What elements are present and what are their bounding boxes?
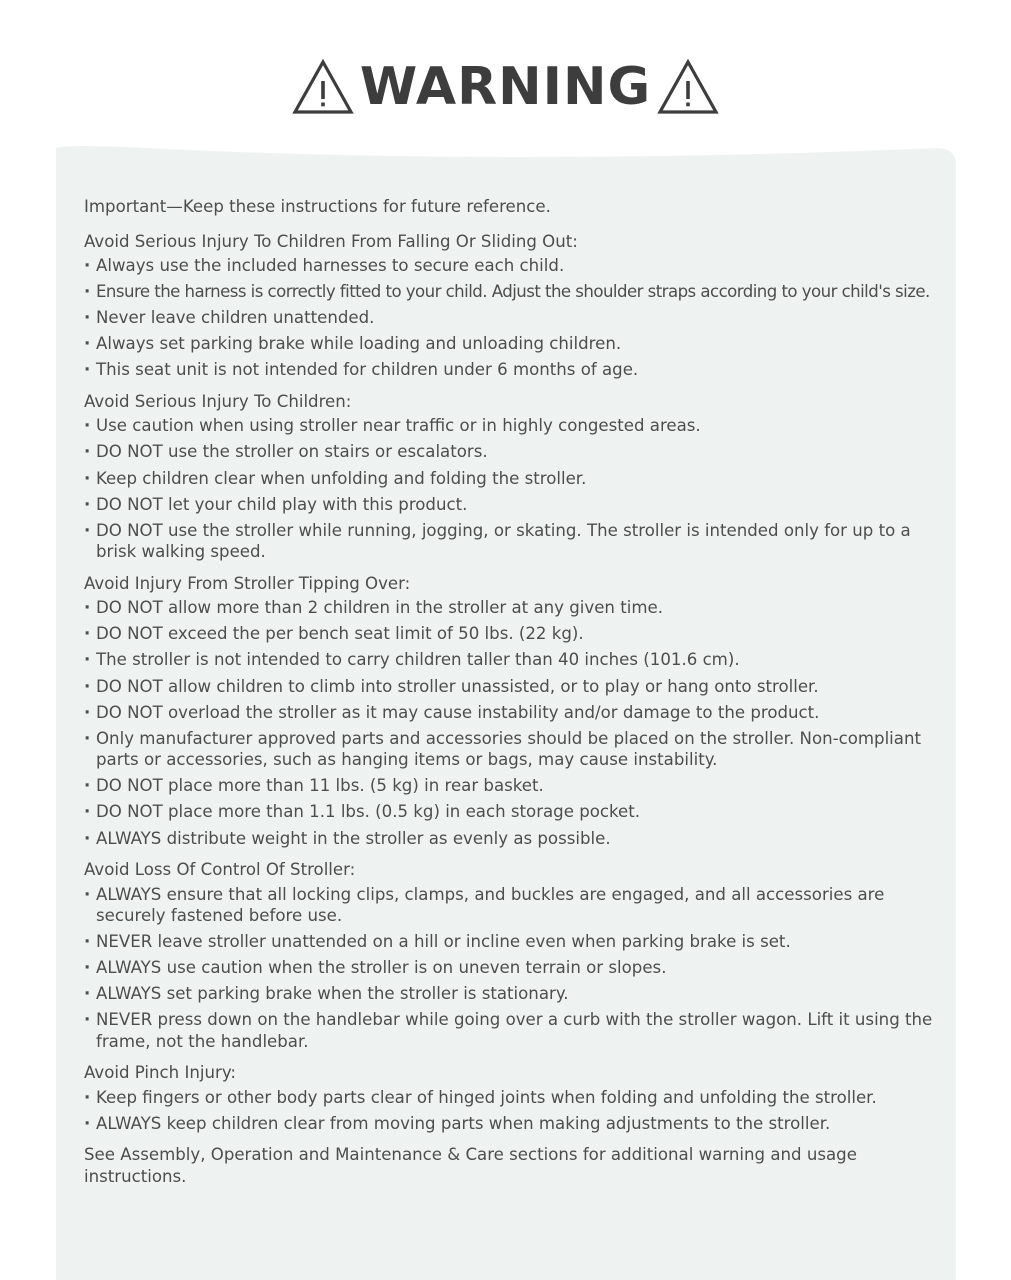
list-item: · DO NOT exceed the per bench seat limit of 50 lbs. (22 kg). [84,623,936,645]
list-item: · Keep fingers or other body parts clear of hinged joints when folding and unfolding the stroller. [84,1087,936,1109]
warning-list [84,255,936,381]
list-item: · NEVER press down on the handlebar while going over a curb with the stroller wagon. Lift it using the frame, not the handlebar. [84,1009,936,1052]
list-item: · Ensure the harness is correctly fitted to your child. Adjust the shoulder straps according to your child's size. [84,281,936,303]
section-tipping-over [84,573,936,849]
list-item: · The stroller is not intended to carry children taller than 40 inches (101.6 cm). [84,649,936,671]
warning-list [84,1087,936,1135]
list-item: · DO NOT overload the stroller as it may cause instability and/or damage to the product. [84,702,936,724]
section-heading: Avoid Serious Injury To Children From Falling Or Sliding Out: [84,231,578,251]
list-item: · Always use the included harnesses to secure each child. [84,255,936,277]
warning-list [84,884,936,1053]
list-item: · Never leave children unattended. [84,307,936,329]
list-item: · DO NOT place more than 1.1 lbs. (0.5 kg) in each storage pocket. [84,801,936,823]
list-item: · This seat unit is not intended for children under 6 months of age. [84,359,936,381]
list-item: · DO NOT place more than 11 lbs. (5 kg) in rear basket. [84,775,936,797]
list-item: · DO NOT allow children to climb into stroller unassisted, or to play or hang onto stroller. [84,676,936,698]
list-item: · Always set parking brake while loading and unloading children. [84,333,936,355]
list-item: · NEVER leave stroller unattended on a hill or incline even when parking brake is set. [84,931,936,953]
section-serious-injury [84,391,936,563]
list-item: · ALWAYS keep children clear from moving parts when making adjustments to the stroller. [84,1113,936,1135]
list-item: · DO NOT use the stroller while running, jogging, or skating. The stroller is intended only for up to a brisk walking speed. [84,520,936,563]
list-item: · DO NOT let your child play with this product. [84,494,936,516]
list-item: · Use caution when using stroller near traffic or in highly congested areas. [84,415,936,437]
warning-list [84,415,936,562]
list-item: · ALWAYS distribute weight in the stroller as evenly as possible. [84,828,936,850]
warning-triangle-icon [292,59,354,115]
section-heading: Avoid Loss Of Control Of Stroller: [84,860,356,879]
outro-text: See Assembly, Operation and Maintenance & Care sections for additional warning and usage instructions. [84,1145,857,1186]
warning-triangle-icon [657,59,719,115]
section-falling [84,231,936,381]
section-heading: Avoid Injury From Stroller Tipping Over: [84,573,411,593]
section-pinch-injury [84,1062,936,1134]
warning-header [0,52,1011,122]
warning-list [84,597,936,849]
list-item: · Keep children clear when unfolding and folding the stroller. [84,468,936,490]
list-item: · ALWAYS use caution when the stroller is on uneven terrain or slopes. [84,957,936,979]
warning-content [84,196,936,1187]
list-item: · ALWAYS set parking brake when the stroller is stationary. [84,983,936,1005]
list-item: · ALWAYS ensure that all locking clips, clamps, and buckles are engaged, and all accessories are securely fastened before use. [84,884,936,927]
intro-text: Important—Keep these instructions for future reference. [84,197,551,216]
list-item: · DO NOT allow more than 2 children in the stroller at any given time. [84,597,936,619]
warning-title: WARNING [359,57,652,117]
list-item: · Only manufacturer approved parts and accessories should be placed on the stroller. Non-compliant parts or accessories, such as hanging items or bags, may cause instability. [84,728,936,771]
section-heading: Avoid Serious Injury To Children: [84,391,352,411]
section-heading: Avoid Pinch Injury: [84,1063,237,1083]
list-item: · DO NOT use the stroller on stairs or escalators. [84,441,936,463]
section-loss-of-control [84,859,936,1052]
